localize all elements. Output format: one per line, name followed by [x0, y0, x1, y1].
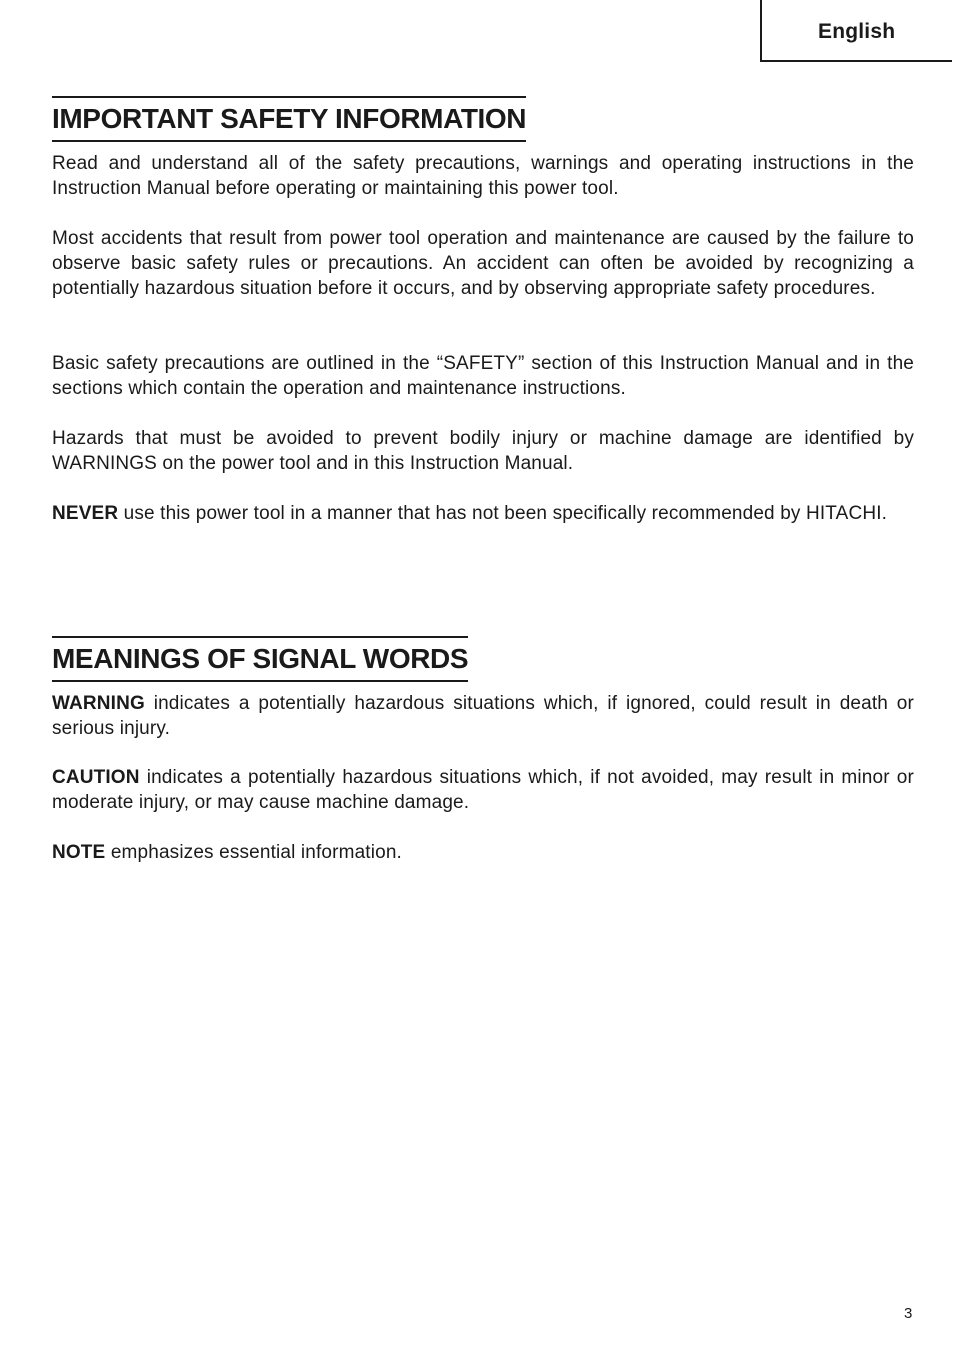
caution-keyword: CAUTION	[52, 767, 140, 788]
safety-paragraph-2-block	[52, 226, 914, 301]
safety-paragraph-4-block	[52, 426, 914, 476]
language-tab	[760, 0, 952, 62]
caution-text: indicates a potentially hazardous situations which, if not avoided, may result in minor or moderate injury, or may cause machine damage.	[52, 767, 914, 813]
language-label: English	[818, 20, 896, 43]
safety-section	[52, 96, 914, 142]
safety-paragraph-2: Most accidents that result from power tool operation and maintenance are caused by the failure to observe basic safety rules or precautions. An accident can often be avoided by recognizing a potentially hazardous situation before it occurs, and by observing appropriate safety procedures.	[52, 228, 914, 299]
note-text: emphasizes essential information.	[105, 842, 402, 863]
note-keyword: NOTE	[52, 842, 106, 863]
warning-definition	[52, 691, 914, 741]
warning-text: indicates a potentially hazardous situations which, if ignored, could result in death or serious injury.	[52, 693, 914, 739]
safety-paragraph-1: Read and understand all of the safety precautions, warnings and operating instructions in the Instruction Manual before operating or maintaining this power tool.	[52, 153, 914, 199]
safety-paragraph-4: Hazards that must be avoided to prevent bodily injury or machine damage are identified by WARNINGS on the power tool and in this Instruction Manual.	[52, 428, 914, 474]
safety-heading: IMPORTANT SAFETY INFORMATION	[52, 96, 526, 142]
warning-keyword: WARNING	[52, 693, 145, 714]
signal-words-section	[52, 636, 914, 682]
never-keyword: NEVER	[52, 503, 119, 524]
note-definition-block	[52, 840, 914, 865]
safety-paragraph-1-block	[52, 151, 914, 201]
caution-definition-block	[52, 765, 914, 815]
warning-definition-block	[52, 691, 914, 741]
never-text: use this power tool in a manner that has not been specifically recommended by HITACHI.	[118, 503, 888, 524]
note-definition	[52, 840, 914, 865]
caution-definition	[52, 765, 914, 815]
page-number: 3	[904, 1305, 913, 1322]
safety-paragraph-5	[52, 501, 914, 526]
safety-paragraph-3: Basic safety precautions are outlined in the “SAFETY” section of this Instruction Manual and in the sections which contain the operation and maintenance instructions.	[52, 353, 914, 399]
signal-words-heading: MEANINGS OF SIGNAL WORDS	[52, 636, 468, 682]
safety-paragraph-5-block	[52, 501, 914, 526]
safety-paragraph-3-block	[52, 351, 914, 401]
